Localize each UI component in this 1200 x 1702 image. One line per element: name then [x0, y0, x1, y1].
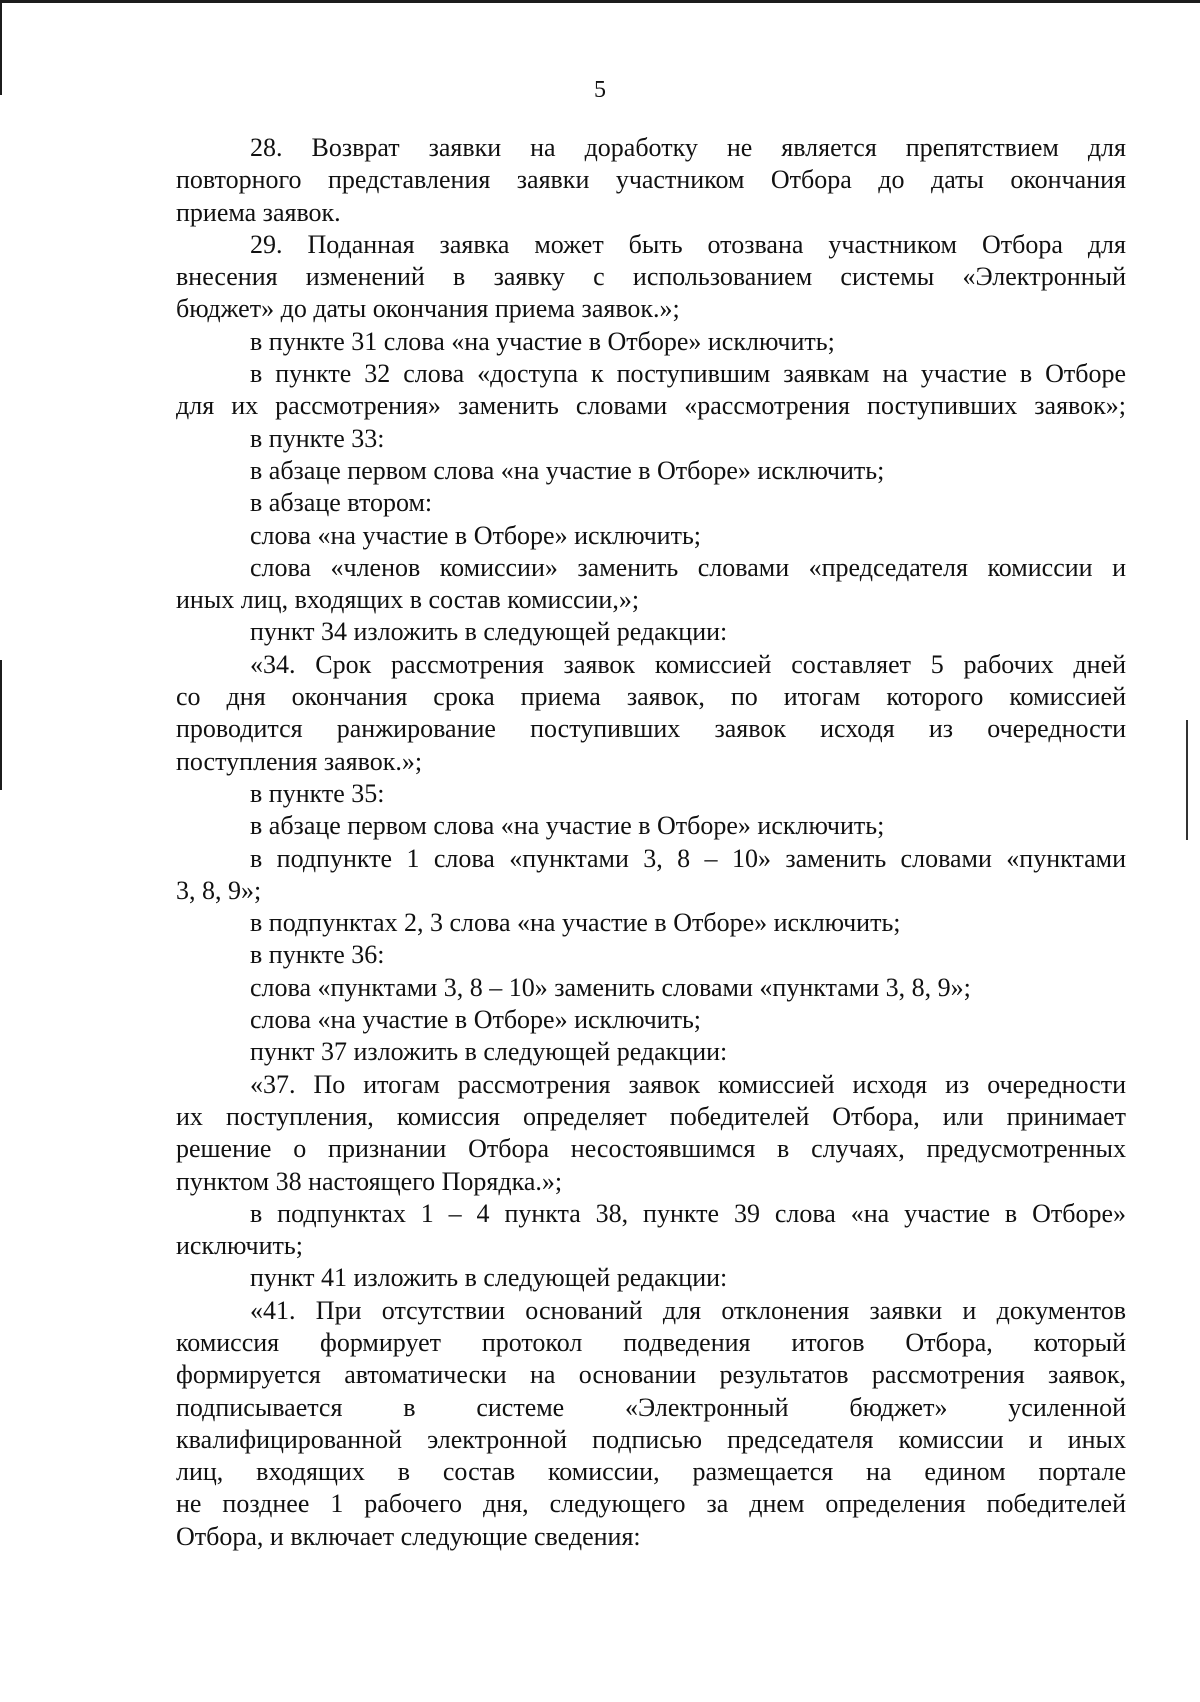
text-line: в пункте 32 слова «доступа к поступившим заявкам на участие в Отборе — [250, 359, 1126, 389]
text-line: иных лиц, входящих в состав комиссии,»; — [176, 585, 640, 615]
text-line: поступления заявок.»; — [176, 746, 423, 776]
scan-right-edge-mark — [1186, 720, 1188, 840]
text-line: в подпункте 1 слова «пунктами 3, 8 – 10» заменить словами «пунктами — [250, 843, 1126, 873]
text-line: со дня окончания срока приема заявок, по итогам которого комиссией — [176, 682, 1126, 712]
text-line: слова «пунктами 3, 8 – 10» заменить словами «пунктами 3, 8, 9»; — [250, 972, 971, 1002]
text-line: в подпунктах 2, 3 слова «на участие в Отборе» исключить; — [250, 908, 901, 938]
text-line: в пункте 31 слова «на участие в Отборе» исключить; — [250, 326, 835, 356]
text-line: 3, 8, 9»; — [176, 875, 262, 905]
text-line: решение о признании Отбора несостоявшимся в случаях, предусмотренных — [176, 1134, 1126, 1164]
text-line: внесения изменений в заявку с использованием системы «Электронный — [176, 262, 1126, 292]
text-line: исключить; — [176, 1231, 303, 1261]
text-line: «41. При отсутствии оснований для отклонения заявки и документов — [250, 1295, 1126, 1325]
text-line: в пункте 33: — [250, 423, 385, 453]
text-line: слова «на участие в Отборе» исключить; — [250, 520, 702, 550]
text-line: для их рассмотрения» заменить словами «рассмотрения поступивших заявок»; — [176, 391, 1126, 421]
text-line: слова «на участие в Отборе» исключить; — [250, 1005, 702, 1035]
document-body — [176, 132, 1126, 1553]
text-line: пункт 41 изложить в следующей редакции: — [250, 1263, 728, 1293]
text-line: в абзаце первом слова «на участие в Отборе» исключить; — [250, 455, 885, 485]
text-line: слова «членов комиссии» заменить словами «председателя комиссии и — [250, 552, 1126, 582]
text-line: в абзаце первом слова «на участие в Отборе» исключить; — [250, 811, 885, 841]
text-line: 28. Возврат заявки на доработку не является препятствием для — [250, 133, 1126, 162]
text-line: пунктом 38 настоящего Порядка.»; — [176, 1166, 563, 1196]
text-line: проводится ранжирование поступивших заявок исходя из очередности — [176, 714, 1126, 744]
text-line: бюджет» до даты окончания приема заявок.»; — [176, 294, 680, 324]
text-line: квалифицированной электронной подписью председателя комиссии и иных — [176, 1424, 1126, 1454]
text-line: в пункте 36: — [250, 940, 385, 970]
page-number: 5 — [594, 77, 606, 103]
text-line: в подпунктах 1 – 4 пункта 38, пункте 39 слова «на участие в Отборе» — [250, 1198, 1126, 1228]
text-line: комиссия формирует протокол подведения итогов Отбора, который — [176, 1327, 1126, 1357]
text-line: пункт 34 изложить в следующей редакции: — [250, 617, 728, 647]
scan-left-edge-mark — [0, 660, 2, 790]
text-line: их поступления, комиссия определяет победителей Отбора, или принимает — [176, 1101, 1126, 1131]
text-line: подписывается в системе «Электронный бюджет» усиленной — [176, 1392, 1126, 1422]
text-line: приема заявок. — [176, 197, 341, 227]
text-line: «37. По итогам рассмотрения заявок комиссией исходя из очередности — [250, 1069, 1126, 1099]
text-line: «34. Срок рассмотрения заявок комиссией составляет 5 рабочих дней — [250, 649, 1126, 679]
text-line: не позднее 1 рабочего дня, следующего за днем определения победителей — [176, 1489, 1126, 1519]
text-line: в пункте 35: — [250, 778, 385, 808]
text-line: в абзаце втором: — [250, 488, 433, 518]
text-line: Отбора, и включает следующие сведения: — [176, 1521, 641, 1551]
text-line: лиц, входящих в состав комиссии, размещается на едином портале — [176, 1457, 1126, 1487]
text-line: повторного представления заявки участником Отбора до даты окончания — [176, 165, 1126, 195]
text-line: пункт 37 изложить в следующей редакции: — [250, 1037, 728, 1067]
text-line: формируется автоматически на основании результатов рассмотрения заявок, — [176, 1360, 1126, 1390]
text-line: 29. Поданная заявка может быть отозвана участником Отбора для — [250, 229, 1126, 259]
scan-top-border — [0, 0, 1200, 3]
